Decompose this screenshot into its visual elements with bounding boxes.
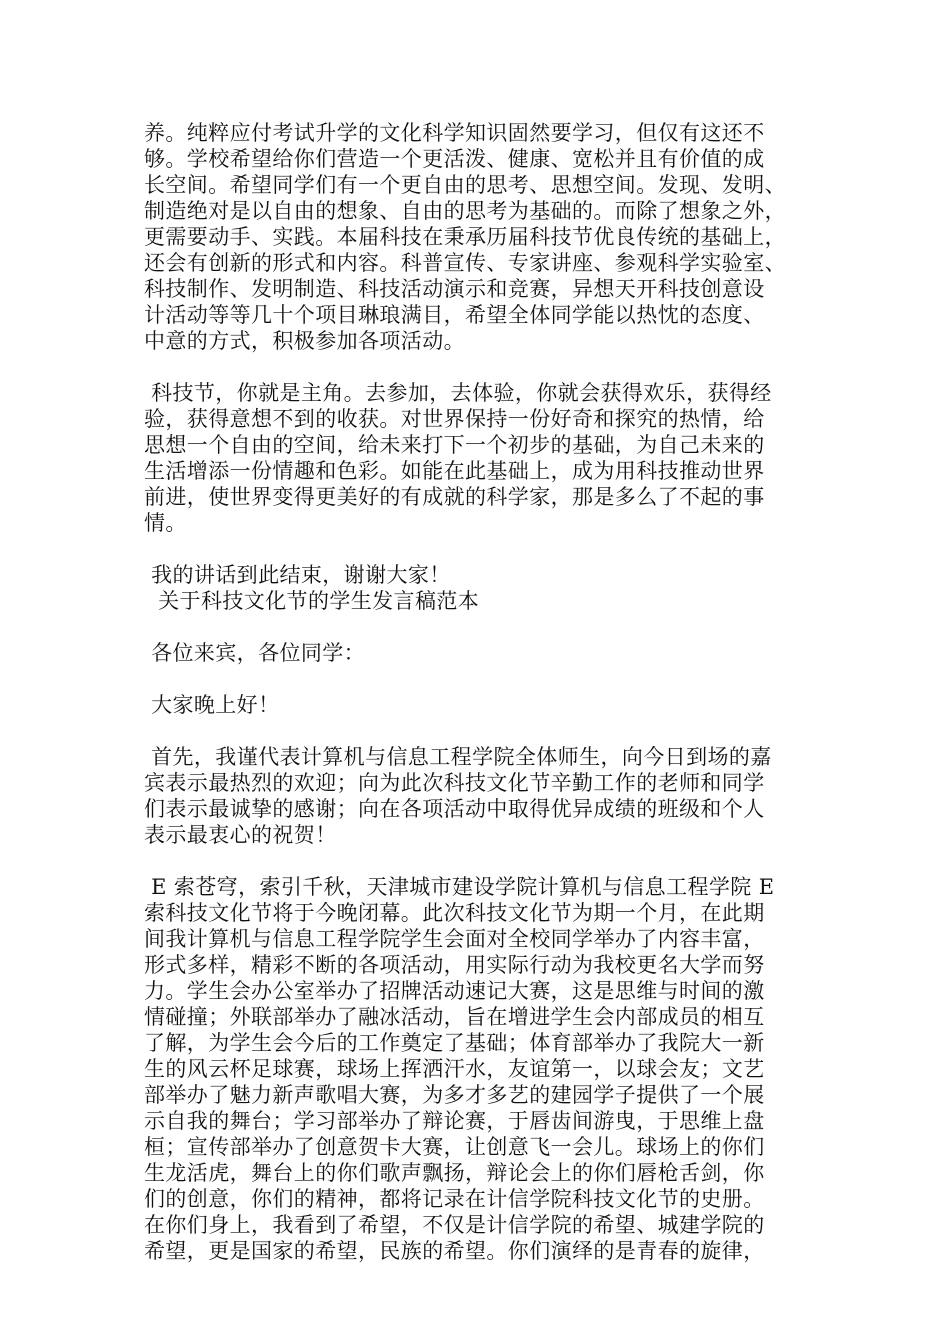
- text-line: 养。纯粹应付考试升学的文化科学知识固然要学习，但仅有这还不: [144, 121, 765, 145]
- paragraph-gap: [144, 354, 816, 380]
- text-line: 力。学生会办公室举办了招牌活动速记大赛，这是思维与时间的激: [144, 979, 765, 1003]
- text-line: 生活增添一份情趣和色彩。如能在此基础上，成为用科技推动世界: [144, 459, 765, 483]
- text-line: E 索苍穹，索引千秋，天津城市建设学院计算机与信息工程学院 E: [144, 875, 775, 899]
- text-line: 生的风云杯足球赛，球场上挥洒汗水，友谊第一，以球会友；文艺: [144, 1057, 765, 1081]
- text-line: 验，获得意想不到的收获。对世界保持一份好奇和探究的热情，给: [144, 407, 765, 431]
- text-line: 长空间。希望同学们有一个更自由的思考、思想空间。发现、发明、: [144, 173, 786, 197]
- text-line: 够。学校希望给你们营造一个更活泼、健康、宽松并且有价值的成: [144, 147, 765, 171]
- text-line: 计活动等等几十个项目琳琅满目，希望全体同学能以热忱的态度、: [144, 303, 765, 327]
- text-line: 前进，使世界变得更美好的有成就的科学家，那是多么了不起的事: [144, 485, 765, 509]
- paragraph-gap: [144, 666, 816, 692]
- paragraph-welcome: [144, 744, 816, 848]
- text-line: 表示最衷心的祝贺！: [144, 823, 337, 847]
- text-line: 部举办了魅力新声歌唱大赛，为多才多艺的建园学子提供了一个展: [144, 1083, 765, 1107]
- text-line: 索科技文化节将于今晚闭幕。此次科技文化节为期一个月，在此期: [144, 901, 765, 925]
- text-line: 科技节，你就是主角。去参加，去体验，你就会获得欢乐，获得经: [144, 381, 772, 405]
- text-line: 希望，更是国家的希望，民族的希望。你们演绎的是青春的旋律，: [144, 1239, 765, 1263]
- text-line: 情碰撞；外联部举办了融冰活动，旨在增进学生会内部成员的相互: [144, 1005, 765, 1029]
- paragraph-gap: [144, 848, 816, 874]
- text-line: 们表示最诚挚的感谢；向在各项活动中取得优异成绩的班级和个人: [144, 797, 765, 821]
- text-line: 情。: [144, 511, 187, 535]
- document-page: [144, 120, 816, 1264]
- text-line: 宾表示最热烈的欢迎；向为此次科技文化节辛勤工作的老师和同学: [144, 771, 765, 795]
- paragraph-activities: [144, 120, 816, 354]
- text-line: 间我计算机与信息工程学院学生会面对全校同学举办了内容丰富，: [144, 927, 765, 951]
- text-line: 首先，我谨代表计算机与信息工程学院全体师生，向今日到场的嘉: [144, 745, 772, 769]
- paragraph-gap: [144, 614, 816, 640]
- paragraph-gap: [144, 536, 816, 562]
- paragraph-review: [144, 874, 816, 1264]
- text-line: 生龙活虎，舞台上的你们歌声飘扬，辩论会上的你们唇枪舌剑，你: [144, 1161, 765, 1185]
- text-line: 了解，为学生会今后的工作奠定了基础；体育部举办了我院大一新: [144, 1031, 765, 1055]
- text-line: 思想一个自由的空间，给未来打下一个初步的基础，为自己未来的: [144, 433, 765, 457]
- text-line: 们的创意，你们的精神，都将记录在计信学院科技文化节的史册。: [144, 1187, 765, 1211]
- text-line: 桓；宣传部举办了创意贺卡大赛，让创意飞一会儿。球场上的你们: [144, 1135, 765, 1159]
- closing-remark: 我的讲话到此结束，谢谢大家！: [144, 563, 451, 587]
- paragraph-protagonist: [144, 380, 816, 536]
- paragraph-gap: [144, 718, 816, 744]
- salutation: 各位来宾，各位同学：: [144, 641, 366, 665]
- text-line: 更需要动手、实践。本届科技在秉承历届科技节优良传统的基础上，: [144, 225, 786, 249]
- evening-greeting: 大家晚上好！: [144, 693, 280, 717]
- text-line: 制造绝对是以自由的想象、自由的思考为基础的。而除了想象之外，: [144, 199, 786, 223]
- text-line: 还会有创新的形式和内容。科普宣传、专家讲座、参观科学实验室、: [144, 251, 786, 275]
- text-line: 示自我的舞台；学习部举办了辩论赛，于唇齿间游曳，于思维上盘: [144, 1109, 765, 1133]
- text-line: 在你们身上，我看到了希望，不仅是计信学院的希望、城建学院的: [144, 1213, 765, 1237]
- text-line: 科技制作、发明制造、科技活动演示和竞赛，异想天开科技创意设: [144, 277, 765, 301]
- text-line: 中意的方式，积极参加各项活动。: [144, 329, 465, 353]
- document-title: 关于科技文化节的学生发言稿范本: [144, 589, 480, 613]
- text-line: 形式多样，精彩不断的各项活动，用实际行动为我校更名大学而努: [144, 953, 765, 977]
